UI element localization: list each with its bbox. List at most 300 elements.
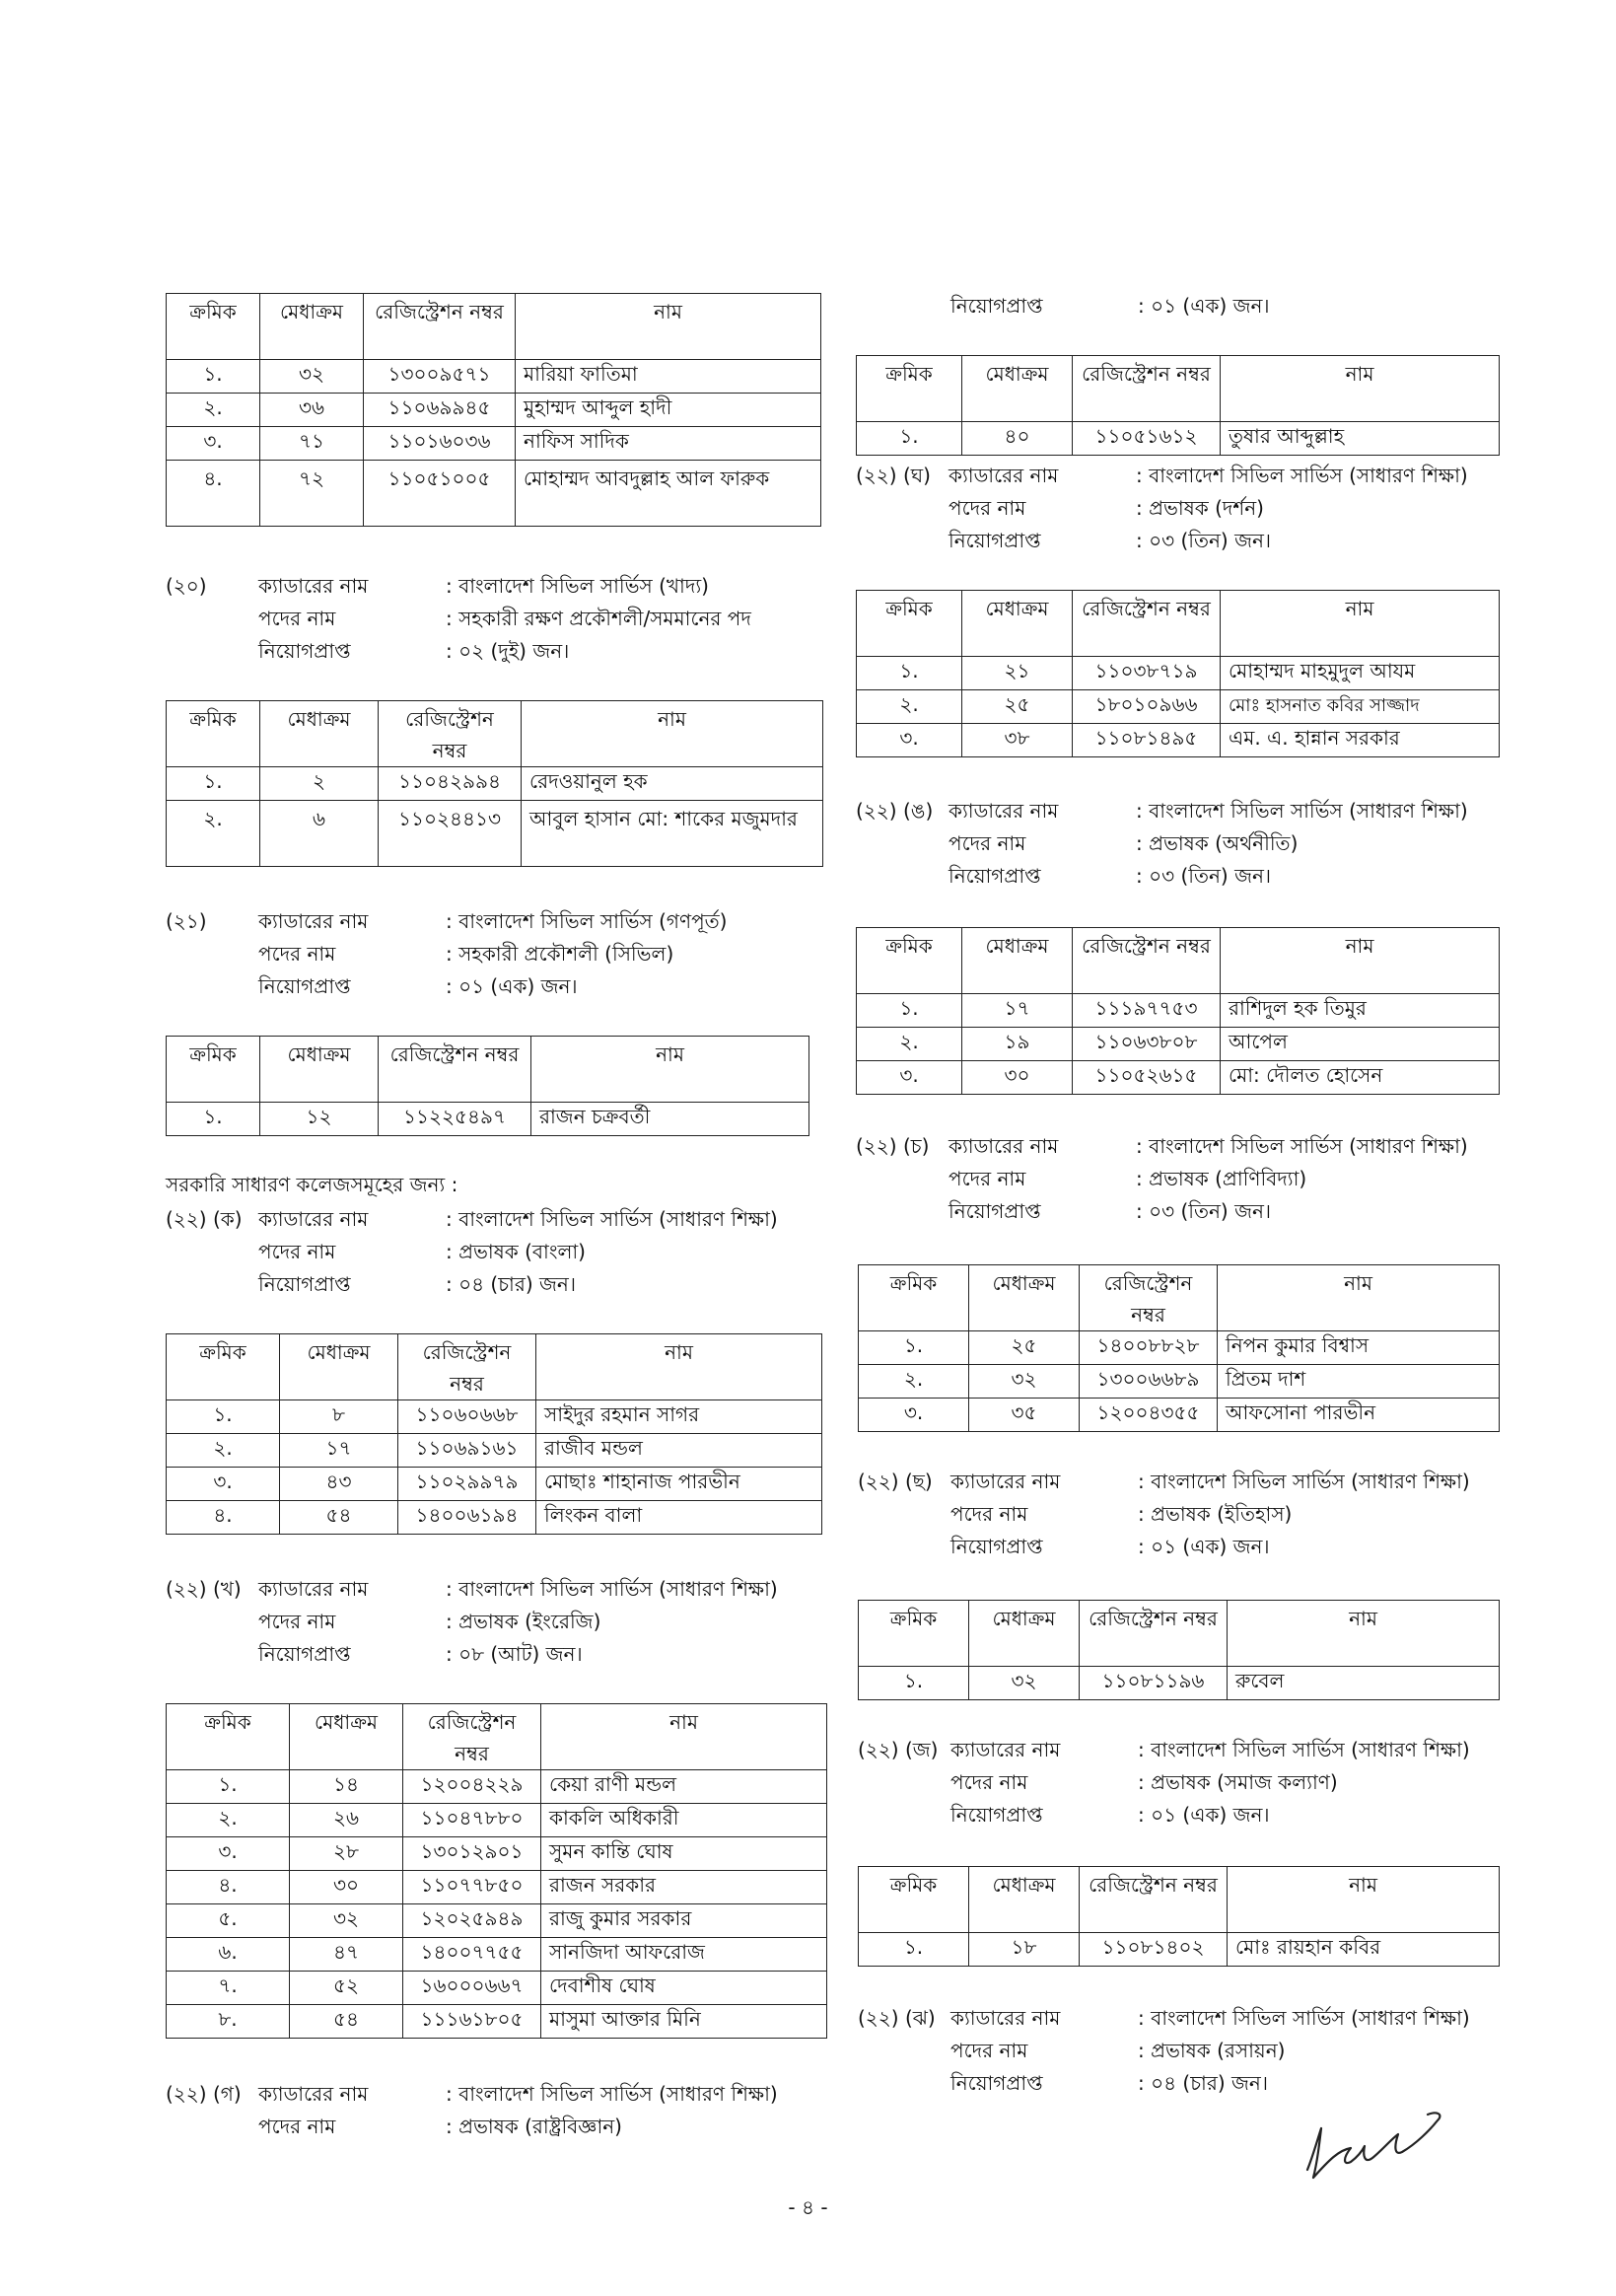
post-value: : প্রভাষক (প্রাণিবিদ্যা) [1136, 1167, 1307, 1190]
cadre-value: : বাংলাদেশ সিভিল সার্ভিস (খাদ্য) [446, 574, 709, 598]
table-block-20 [166, 700, 823, 867]
section-22ja-info [858, 1734, 1470, 1831]
table-block-22gha [856, 590, 1500, 757]
section-index: (২২) (ঘ) [856, 464, 931, 487]
cell-merit: ৩০ [962, 1061, 1073, 1095]
header-registration: রেজিস্ট্রেশন নম্বর [379, 701, 522, 767]
cell-merit: ৮ [280, 1400, 398, 1434]
header-registration: রেজিস্ট্রেশন নম্বর [364, 294, 516, 360]
page-number: - ৪ - [788, 2195, 828, 2219]
table-row [167, 767, 823, 801]
cell-name: মোহাম্মদ মাহমুদুল আযম [1221, 657, 1500, 690]
cell-merit: ১৪ [290, 1770, 403, 1804]
header-name: নাম [522, 701, 823, 767]
section-22chha-info [858, 1466, 1470, 1563]
cadre-label: ক্যাডারের নাম [950, 1470, 1061, 1493]
section-22uma-info [856, 795, 1468, 893]
table-row [167, 461, 821, 527]
appointed-value: : ০১ (এক) জন। [1138, 294, 1270, 318]
table-block-19 [166, 293, 821, 527]
cadre-label: ক্যাডারের নাম [949, 799, 1059, 823]
header-registration: রেজিস্ট্রেশন নম্বর [379, 1037, 531, 1103]
header-merit: মেধাক্রম [260, 701, 379, 767]
cell-serial: ৩. [857, 1061, 962, 1095]
cell-serial: ১. [167, 767, 260, 801]
cell-merit: ১২ [260, 1103, 379, 1136]
cell-name: মো: দৌলত হোসেন [1221, 1061, 1500, 1095]
post-value: : প্রভাষক (ইংরেজি) [446, 1610, 601, 1633]
cell-serial: ১. [167, 1400, 280, 1434]
cell-merit: ২১ [962, 657, 1073, 690]
header-serial: ক্রমিক [859, 1601, 969, 1667]
cell-merit: ৪০ [962, 422, 1073, 456]
cell-name: রাজু কুমার সরকার [541, 1904, 827, 1938]
cell-registration: ১১০৮১৪৯৫ [1073, 724, 1221, 757]
appointee-table [166, 700, 823, 867]
cell-registration: ১১০৫২৬১৫ [1073, 1061, 1221, 1095]
header-merit: মেধাক্রম [260, 294, 364, 360]
cadre-value: : বাংলাদেশ সিভিল সার্ভিস (সাধারণ শিক্ষা) [1136, 464, 1468, 487]
appointed-label: নিয়োগপ্রাপ্ত [950, 1803, 1043, 1827]
post-value: : প্রভাষক (বাংলা) [446, 1240, 586, 1263]
table-row [167, 1972, 827, 2005]
header-name: নাম [541, 1704, 827, 1770]
appointed-label: নিয়োগপ্রাপ্ত [950, 2071, 1043, 2095]
cell-registration: ১১০৬৩৮০৮ [1073, 1028, 1221, 1061]
cell-serial: ৮. [167, 2005, 290, 2039]
appointed-value: : ০১ (এক) জন। [1138, 1535, 1270, 1558]
table-row [857, 994, 1500, 1028]
section-index: (২২) (ছ) [858, 1470, 933, 1493]
cell-registration: ১১২২৫৪৯৭ [379, 1103, 531, 1136]
table-row [167, 394, 821, 427]
table-row [167, 1804, 827, 1837]
header-merit: মেধাক্রম [969, 1265, 1080, 1331]
cadre-label: ক্যাডারের নাম [258, 1207, 369, 1231]
cell-merit: ৩২ [969, 1365, 1080, 1399]
appointed-label: নিয়োগপ্রাপ্ত [950, 294, 1043, 318]
section-22ga-cont-info [858, 290, 1270, 323]
post-value: : প্রভাষক (অর্থনীতি) [1136, 831, 1299, 855]
header-merit: মেধাক্রম [969, 1601, 1080, 1667]
section-index: (২১) [166, 909, 207, 933]
cadre-value: : বাংলাদেশ সিভিল সার্ভিস (সাধারণ শিক্ষা) [1138, 2006, 1470, 2030]
appointed-value: : ০৩ (তিন) জন। [1136, 1199, 1272, 1223]
cell-name: প্রিতম দাশ [1218, 1365, 1500, 1399]
table-row [167, 801, 823, 867]
cell-serial: ১. [167, 360, 260, 394]
header-registration: রেজিস্ট্রেশন নম্বর [1073, 928, 1221, 994]
cell-name: মোছাঃ শাহানাজ পারভীন [536, 1468, 822, 1501]
cadre-value: : বাংলাদেশ সিভিল সার্ভিস (সাধারণ শিক্ষা) [446, 1207, 778, 1231]
cell-name: মোঃ হাসনাত কবির সাজ্জাদ [1221, 690, 1500, 724]
cell-merit: ২ [260, 767, 379, 801]
table-row [167, 1501, 822, 1535]
cell-registration: ১১০৬৯১৬১ [398, 1434, 536, 1468]
header-serial: ক্রমিক [857, 356, 962, 422]
cell-merit: ৩৬ [260, 394, 364, 427]
cadre-label: ক্যাডারের নাম [950, 2006, 1061, 2030]
appointed-label: নিয়োগপ্রাপ্ত [949, 1199, 1041, 1223]
cell-serial: ১. [167, 1103, 260, 1136]
cell-serial: ২. [859, 1365, 969, 1399]
cell-merit: ২৮ [290, 1837, 403, 1871]
cadre-value: : বাংলাদেশ সিভিল সার্ভিস (সাধারণ শিক্ষা) [1136, 799, 1468, 823]
post-value: : প্রভাষক (রাষ্ট্রবিজ্ঞান) [446, 2115, 622, 2138]
header-merit: মেধাক্রম [962, 356, 1073, 422]
cell-serial: ৩. [857, 724, 962, 757]
cell-name: লিংকন বালা [536, 1501, 822, 1535]
cell-registration: ১১০৭৭৮৫০ [403, 1871, 541, 1904]
cell-serial: ৬. [167, 1938, 290, 1972]
post-label: পদের নাম [258, 1240, 336, 1263]
cell-registration: ১১০২৯৯৭৯ [398, 1468, 536, 1501]
cell-name: কেয়া রাণী মন্ডল [541, 1770, 827, 1804]
post-value: : প্রভাষক (রসায়ন) [1138, 2039, 1286, 2062]
table-block-22cha [858, 1264, 1500, 1432]
table-row [167, 360, 821, 394]
cell-name: মোঃ রায়হান কবির [1228, 1933, 1500, 1967]
post-label: পদের নাম [258, 942, 336, 966]
appointee-table [166, 293, 821, 527]
cell-registration: ১১০৬০৬৬৮ [398, 1400, 536, 1434]
header-serial: ক্রমিক [859, 1867, 969, 1933]
cell-registration: ১২০০৪৩৫৫ [1080, 1399, 1218, 1432]
cell-merit: ২৬ [290, 1804, 403, 1837]
cadre-value: : বাংলাদেশ সিভিল সার্ভিস (সাধারণ শিক্ষা) [1136, 1134, 1468, 1158]
cell-serial: ৭. [167, 1972, 290, 2005]
cell-serial: ৩. [859, 1399, 969, 1432]
cell-serial: ১. [859, 1667, 969, 1700]
header-name: নাম [531, 1037, 809, 1103]
cell-merit: ২৫ [962, 690, 1073, 724]
header-registration: রেজিস্ট্রেশন নম্বর [1080, 1601, 1228, 1667]
cell-registration: ১৮০১০৯৬৬ [1073, 690, 1221, 724]
header-merit: মেধাক্রম [290, 1704, 403, 1770]
section-index: (২২) (ঙ) [856, 799, 934, 823]
header-name: নাম [516, 294, 821, 360]
post-value: : সহকারী প্রকৌশলী (সিভিল) [446, 942, 674, 966]
colleges-heading: সরকারি সাধারণ কলেজসমূহের জন্য : [166, 1173, 458, 1196]
cell-registration: ১২০০৪২২৯ [403, 1770, 541, 1804]
cell-serial: ১. [167, 1770, 290, 1804]
cell-serial: ২. [167, 1434, 280, 1468]
cadre-value: : বাংলাদেশ সিভিল সার্ভিস (সাধারণ শিক্ষা) [446, 1577, 778, 1601]
table-row [857, 422, 1500, 456]
cell-name: দেবাশীষ ঘোষ [541, 1972, 827, 2005]
section-index: (২২) (গ) [166, 2082, 242, 2106]
section-21-info [166, 905, 728, 1003]
table-row [167, 1400, 822, 1434]
header-merit: মেধাক্রম [962, 591, 1073, 657]
cell-serial: ২. [167, 801, 260, 867]
post-label: পদের নাম [258, 2115, 336, 2138]
cell-name: আবুল হাসান মো: শাকের মজুমদার [522, 801, 823, 867]
cell-name: রুবেল [1228, 1667, 1500, 1700]
header-name: নাম [536, 1334, 822, 1400]
header-serial: ক্রমিক [167, 294, 260, 360]
cell-merit: ৩০ [290, 1871, 403, 1904]
post-label: পদের নাম [950, 1502, 1028, 1526]
appointed-value: : ০৪ (চার) জন। [446, 1272, 576, 1296]
cell-name: এম. এ. হান্নান সরকার [1221, 724, 1500, 757]
appointee-table [166, 1036, 809, 1136]
header-name: নাম [1221, 591, 1500, 657]
post-value: : প্রভাষক (সমাজ কল্যাণ) [1138, 1770, 1338, 1794]
section-22jha-info [858, 2002, 1470, 2100]
cell-serial: ১. [857, 657, 962, 690]
cadre-value: : বাংলাদেশ সিভিল সার্ভিস (গণপূর্ত) [446, 909, 728, 933]
appointed-value: : ০৩ (তিন) জন। [1136, 864, 1272, 888]
cell-name: আপেল [1221, 1028, 1500, 1061]
table-block-22uma [856, 927, 1500, 1095]
appointed-value: : ০৩ (তিন) জন। [1136, 529, 1272, 552]
cell-serial: ৫. [167, 1904, 290, 1938]
table-row [167, 1837, 827, 1871]
section-22kha-info [166, 1573, 778, 1671]
post-label: পদের নাম [950, 1770, 1028, 1794]
cell-merit: ১৭ [962, 994, 1073, 1028]
cell-registration: ১৪০০৬১৯৪ [398, 1501, 536, 1535]
cell-merit: ৭২ [260, 461, 364, 527]
cell-merit: ১৯ [962, 1028, 1073, 1061]
cadre-label: ক্যাডারের নাম [258, 574, 369, 598]
header-serial: ক্রমিক [167, 701, 260, 767]
section-index: (২২) (জ) [858, 1738, 939, 1761]
appointed-value: : ০১ (এক) জন। [1138, 1803, 1270, 1827]
cadre-label: ক্যাডারের নাম [258, 1577, 369, 1601]
cell-merit: ২৫ [969, 1331, 1080, 1365]
cell-name: রাজন সরকার [541, 1871, 827, 1904]
cell-name: কাকলি অধিকারী [541, 1804, 827, 1837]
cell-name: রেদওয়ানুল হক [522, 767, 823, 801]
table-block-21 [166, 1036, 809, 1136]
header-registration: রেজিস্ট্রেশন নম্বর [1073, 356, 1221, 422]
cell-merit: ৩৮ [962, 724, 1073, 757]
cell-serial: ৩. [167, 1468, 280, 1501]
table-row [167, 1938, 827, 1972]
section-22gha-info [856, 460, 1468, 557]
cell-registration: ১১০৫১৬১২ [1073, 422, 1221, 456]
cell-merit: ৩২ [290, 1904, 403, 1938]
cell-serial: ৩. [167, 1837, 290, 1871]
cell-name: তুষার আব্দুল্লাহ [1221, 422, 1500, 456]
appointee-table [858, 1600, 1500, 1700]
cell-registration: ১১০২৪৪১৩ [379, 801, 522, 867]
table-row [859, 1331, 1500, 1365]
header-registration: রেজিস্ট্রেশন নম্বর [398, 1334, 536, 1400]
cell-registration: ১৩০০৯৫৭১ [364, 360, 516, 394]
cell-merit: ৪৩ [280, 1468, 398, 1501]
header-name: নাম [1218, 1265, 1500, 1331]
cell-registration: ১৩০০৬৬৮৯ [1080, 1365, 1218, 1399]
table-block-22ja [858, 1866, 1500, 1967]
cell-name: মাসুমা আক্তার মিনি [541, 2005, 827, 2039]
cell-name: আফসোনা পারভীন [1218, 1399, 1500, 1432]
table-row [859, 1933, 1500, 1967]
cell-serial: ১. [859, 1331, 969, 1365]
cell-merit: ৫৪ [280, 1501, 398, 1535]
appointed-label: নিয়োগপ্রাপ্ত [949, 864, 1041, 888]
table-row [857, 1028, 1500, 1061]
signature [1300, 2101, 1457, 2193]
cell-registration: ১১০৬৯৯৪৫ [364, 394, 516, 427]
header-name: নাম [1221, 356, 1500, 422]
section-22ga-info [166, 2078, 778, 2143]
cell-merit: ৩৫ [969, 1399, 1080, 1432]
header-serial: ক্রমিক [857, 591, 962, 657]
cell-registration: ১১১৯৭৭৫৩ [1073, 994, 1221, 1028]
cell-name: রাশিদুল হক তিমুর [1221, 994, 1500, 1028]
cell-registration: ১১০৪৭৮৮০ [403, 1804, 541, 1837]
table-row [857, 1061, 1500, 1095]
post-label: পদের নাম [949, 496, 1026, 520]
cadre-label: ক্যাডারের নাম [949, 464, 1059, 487]
post-value: : প্রভাষক (ইতিহাস) [1138, 1502, 1293, 1526]
cell-merit: ৫২ [290, 1972, 403, 2005]
header-merit: মেধাক্রম [962, 928, 1073, 994]
table-row [167, 1904, 827, 1938]
cell-merit: ৫৪ [290, 2005, 403, 2039]
cell-merit: ৩২ [969, 1667, 1080, 1700]
cell-name: সুমন কান্তি ঘোষ [541, 1837, 827, 1871]
cell-registration: ১২০২৫৯৪৯ [403, 1904, 541, 1938]
header-name: নাম [1228, 1601, 1500, 1667]
appointed-value: : ০১ (এক) জন। [446, 974, 578, 998]
table-block-22kha [166, 1703, 827, 2039]
appointed-value: : ০২ (দুই) জন। [446, 639, 570, 663]
cell-serial: ১. [859, 1933, 969, 1967]
cadre-value: : বাংলাদেশ সিভিল সার্ভিস (সাধারণ শিক্ষা) [446, 2082, 778, 2106]
cell-serial: ৪. [167, 461, 260, 527]
appointed-value: : ০৮ (আট) জন। [446, 1642, 583, 1666]
post-label: পদের নাম [949, 831, 1026, 855]
header-serial: ক্রমিক [859, 1265, 969, 1331]
table-row [167, 1871, 827, 1904]
cadre-label: ক্যাডারের নাম [949, 1134, 1059, 1158]
cell-registration: ১৩০১২৯০১ [403, 1837, 541, 1871]
appointee-table [856, 355, 1500, 456]
section-index: (২২) (চ) [856, 1134, 930, 1158]
cell-registration: ১১০৪২৯৯৪ [379, 767, 522, 801]
table-row [167, 427, 821, 461]
cell-name: রাজীব মন্ডল [536, 1434, 822, 1468]
header-serial: ক্রমিক [857, 928, 962, 994]
header-serial: ক্রমিক [167, 1334, 280, 1400]
table-row [167, 2005, 827, 2039]
cell-serial: ৪. [167, 1501, 280, 1535]
cell-serial: ২. [167, 394, 260, 427]
header-registration: রেজিস্ট্রেশন নম্বর [1080, 1867, 1228, 1933]
section-index: (২০) [166, 574, 207, 598]
cadre-label: ক্যাডারের নাম [950, 1738, 1061, 1761]
cell-registration: ১১০৩৮৭১৯ [1073, 657, 1221, 690]
cell-name: সাইদুর রহমান সাগর [536, 1400, 822, 1434]
post-label: পদের নাম [950, 2039, 1028, 2062]
appointee-table [858, 1264, 1500, 1432]
cell-serial: ৪. [167, 1871, 290, 1904]
table-row [859, 1399, 1500, 1432]
section-index: (২২) (ক) [166, 1207, 243, 1231]
post-label: পদের নাম [949, 1167, 1026, 1190]
appointed-label: নিয়োগপ্রাপ্ত [949, 529, 1041, 552]
table-row [167, 1770, 827, 1804]
header-registration: রেজিস্ট্রেশন নম্বর [1073, 591, 1221, 657]
table-row [857, 690, 1500, 724]
cell-serial: ১. [857, 422, 962, 456]
table-row [167, 1468, 822, 1501]
cell-merit: ১৭ [280, 1434, 398, 1468]
cell-registration: ১১০৫১০০৫ [364, 461, 516, 527]
table-row [167, 1434, 822, 1468]
appointee-table [166, 1333, 822, 1535]
header-registration: রেজিস্ট্রেশন নম্বর [403, 1704, 541, 1770]
cadre-label: ক্যাডারের নাম [258, 2082, 369, 2106]
cell-registration: ১৬০০০৬৬৭ [403, 1972, 541, 2005]
table-block-22chha [858, 1600, 1500, 1700]
post-label: পদের নাম [258, 1610, 336, 1633]
table-row [167, 1103, 809, 1136]
cadre-label: ক্যাডারের নাম [258, 909, 369, 933]
appointee-table [166, 1703, 827, 2039]
cell-serial: ২. [167, 1804, 290, 1837]
cell-merit: ৪৭ [290, 1938, 403, 1972]
cell-serial: ১. [857, 994, 962, 1028]
cell-serial: ২. [857, 1028, 962, 1061]
cell-name: সানজিদা আফরোজ [541, 1938, 827, 1972]
header-merit: মেধাক্রম [969, 1867, 1080, 1933]
appointee-table [856, 927, 1500, 1095]
appointed-label: নিয়োগপ্রাপ্ত [258, 1272, 351, 1296]
section-22ka-info [166, 1203, 778, 1301]
appointee-table [856, 590, 1500, 757]
appointed-value: : ০৪ (চার) জন। [1138, 2071, 1268, 2095]
cell-name: নিপন কুমার বিশ্বাস [1218, 1331, 1500, 1365]
table-row [859, 1365, 1500, 1399]
appointed-label: নিয়োগপ্রাপ্ত [258, 639, 351, 663]
appointed-label: নিয়োগপ্রাপ্ত [258, 974, 351, 998]
header-name: নাম [1221, 928, 1500, 994]
cell-registration: ১১০৮১৪০২ [1080, 1933, 1228, 1967]
table-block-22ka [166, 1333, 822, 1535]
cell-merit: ৩২ [260, 360, 364, 394]
section-22cha-info [856, 1130, 1468, 1228]
header-merit: মেধাক্রম [260, 1037, 379, 1103]
header-serial: ক্রমিক [167, 1704, 290, 1770]
post-label: পদের নাম [258, 607, 336, 630]
header-serial: ক্রমিক [167, 1037, 260, 1103]
cell-merit: ৭১ [260, 427, 364, 461]
cell-name: মুহাম্মদ আব্দুল হাদী [516, 394, 821, 427]
table-row [857, 657, 1500, 690]
cell-name: রাজন চক্রবর্তী [531, 1103, 809, 1136]
cell-name: মারিয়া ফাতিমা [516, 360, 821, 394]
header-merit: মেধাক্রম [280, 1334, 398, 1400]
cell-merit: ১৮ [969, 1933, 1080, 1967]
post-value: : প্রভাষক (দর্শন) [1136, 496, 1264, 520]
cell-serial: ২. [857, 690, 962, 724]
appointee-table [858, 1866, 1500, 1967]
cell-registration: ১৪০০৮৮২৮ [1080, 1331, 1218, 1365]
cell-name: নাফিস সাদিক [516, 427, 821, 461]
cell-registration: ১১০১৬০৩৬ [364, 427, 516, 461]
cell-registration: ১১০৮১১৯৬ [1080, 1667, 1228, 1700]
cadre-value: : বাংলাদেশ সিভিল সার্ভিস (সাধারণ শিক্ষা) [1138, 1470, 1470, 1493]
cell-registration: ১৪০০৭৭৫৫ [403, 1938, 541, 1972]
header-registration: রেজিস্ট্রেশন নম্বর [1080, 1265, 1218, 1331]
section-index: (২২) (খ) [166, 1577, 242, 1601]
header-name: নাম [1228, 1867, 1500, 1933]
